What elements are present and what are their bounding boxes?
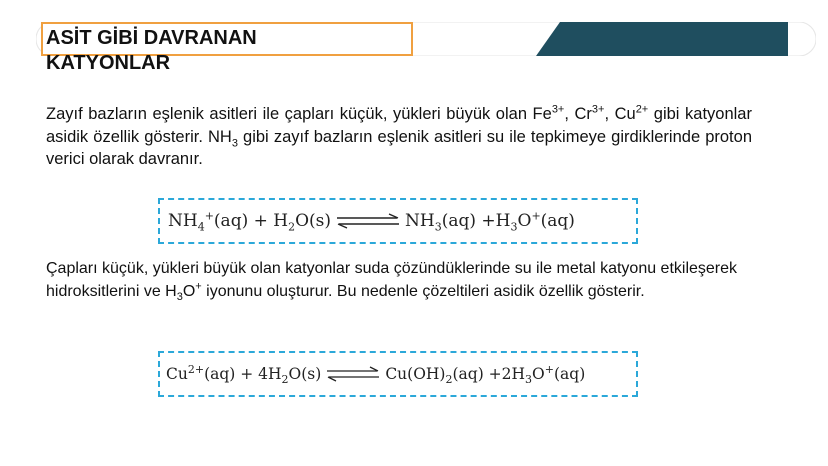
equilibrium-arrow-icon: [325, 366, 381, 382]
page-title: [46, 26, 426, 76]
title-line-1: ASİT GİBİ DAVRANAN: [46, 27, 257, 49]
eq1-left-side: $NH_4^+(aq) + H_2O(s)$: [168, 209, 332, 234]
header-accent-shape: [536, 22, 788, 56]
eq2-right-side: $Cu(OH)_2(aq) +2H_3O^+(aq)$: [385, 362, 586, 387]
eq1-right-side: $NH_3(aq) +H_3O^+(aq)$: [405, 209, 575, 234]
paragraph-metal-cations: Çapları küçük, yükleri büyük olan katyonlar suda çözündüklerinde su ile metal katyonu etkileşerek hidroksitlerini ve $H_3O^+$ iyonunu oluşturur. Bu nedenle çözeltileri asidik özellik gösterir.: [46, 260, 738, 303]
equation-ammonium: [158, 198, 638, 244]
title-line-2: KATYONLAR: [46, 52, 171, 74]
equilibrium-arrow-icon: [335, 213, 401, 229]
paragraph-intro: Zayıf bazların eşlenik asitleri ile çapları küçük, yükleri büyük olan $Fe^{3+}$, $Cr^{3+}$, $Cu^{2+}$ gibi katyonlar asidik özellik gösterir. $NH_3$ gibi zayıf bazların eşlenik asitleri su ile tepkimeye girdiklerinde proton verici olarak davranır.: [46, 103, 752, 168]
equation-copper: [158, 351, 638, 397]
eq2-left-side: $Cu^{2+}(aq) + 4H_2O(s)$: [166, 362, 322, 387]
